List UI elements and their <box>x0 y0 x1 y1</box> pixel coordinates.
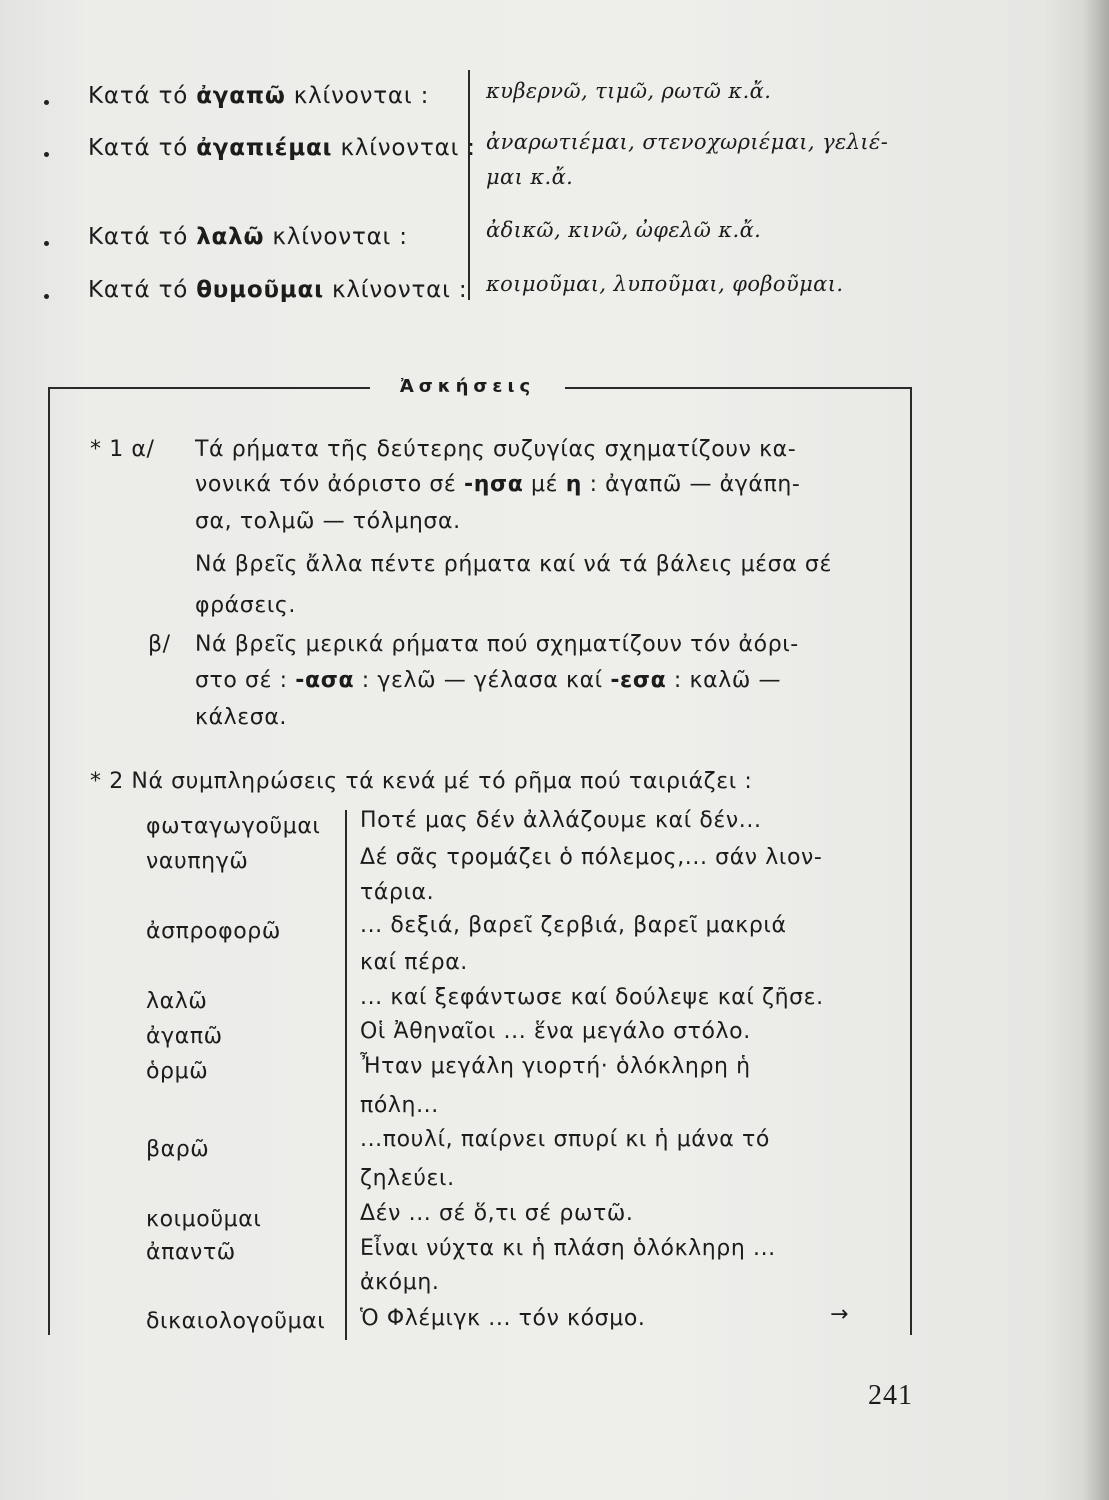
exercise-1a-line: νονικά τόν ἀόριστο σέ -ησα μέ η : ἀγαπῶ — ἀγάπη- <box>195 472 801 497</box>
frame-right <box>910 387 912 1335</box>
frame-top-right <box>565 387 912 389</box>
sentence-line: ἀκόμη. <box>360 1270 440 1295</box>
verb-item: λαλῶ <box>146 989 208 1014</box>
exercise-1a-line: φράσεις. <box>195 593 296 618</box>
exercise-1a-line: Τά ρήματα τῆς δεύτερης συζυγίας σχηματίζουν κα- <box>195 437 797 462</box>
sentence-line: τάρια. <box>360 880 435 905</box>
exercises-title: Ἀσκήσεις <box>399 376 536 397</box>
sentence-line: Οἱ Ἀθηναῖοι ... ἕνα μεγάλο στόλο. <box>360 1019 751 1044</box>
exercise-1a-line: Νά βρεῖς ἄλλα πέντε ρήματα καί νά τά βάλεις μέσα σέ <box>195 552 832 577</box>
sentence-line: ... δεξιά, βαρεῖ ζερβιά, βαρεῖ μακριά <box>360 913 787 938</box>
sentence-line: ζηλεύει. <box>360 1166 455 1191</box>
verb-item: βαρῶ <box>146 1137 210 1162</box>
conjugation-examples-2a: ἀναρωτιέμαι, στενοχωριέμαι, γελιέ- <box>486 130 889 154</box>
sentence-line: καί πέρα. <box>360 950 468 975</box>
verb-item: ἀσπροφορῶ <box>146 919 281 944</box>
exercise-1a-label: * 1 α/ <box>90 437 155 462</box>
bullet <box>44 241 49 246</box>
conjugation-rule-4: Κατά τό θυμοῦμαι κλίνονται : <box>88 277 468 303</box>
verb-item: δικαιολογοῦμαι <box>146 1309 326 1334</box>
conjugation-rule-3: Κατά τό λαλῶ κλίνονται : <box>88 224 408 250</box>
page-number: 241 <box>868 1380 913 1411</box>
page-edge <box>1083 0 1109 1500</box>
verb-item: ναυπηγῶ <box>146 849 249 874</box>
exercise-1b-label: β/ <box>148 632 171 657</box>
conjugation-divider <box>468 70 470 300</box>
sentence-line: Εἶναι νύχτα κι ἡ πλάση ὁλόκληρη ... <box>360 1236 776 1261</box>
verb-item: ἀγαπῶ <box>146 1024 223 1049</box>
frame-left <box>48 387 50 1335</box>
verb-item: ἀπαντῶ <box>146 1240 236 1265</box>
sentence-line: Δέ σᾶς τρομάζει ὁ πόλεμος,... σάν λιον- <box>360 845 823 870</box>
conjugation-examples-1: κυβερνῶ, τιμῶ, ρωτῶ κ.ἄ. <box>486 79 772 103</box>
exercise-2-instruction: * 2 Νά συμπληρώσεις τά κενά μέ τό ρῆμα πού ταιριάζει : <box>90 769 753 794</box>
sentence-line: πόλη... <box>360 1093 439 1118</box>
frame-top-left <box>48 387 370 389</box>
bullet <box>44 294 49 299</box>
conjugation-examples-3: ἀδικῶ, κινῶ, ὠφελῶ κ.ἄ. <box>486 218 762 242</box>
sentence-line: ...πουλί, παίρνει σπυρί κι ἡ μάνα τό <box>360 1127 770 1152</box>
conjugation-examples-2b: μαι κ.ἄ. <box>486 165 574 189</box>
sentence-line: Ποτέ μας δέν ἀλλάζουμε καί δέν... <box>360 808 762 833</box>
exercise-1b-line: στο σέ : -ασα : γελῶ — γέλασα καί -εσα : καλῶ — <box>195 668 782 693</box>
bullet <box>44 152 49 157</box>
verb-item: φωταγωγοῦμαι <box>146 814 321 839</box>
conjugation-rule-2: Κατά τό ἀγαπιέμαι κλίνονται : <box>88 135 476 161</box>
sentence-line: ... καί ξεφάντωσε καί δούλεψε καί ζῆσε. <box>360 985 824 1010</box>
exercise-1b-line: κάλεσα. <box>195 705 288 730</box>
sentence-line: Δέν ... σέ ὅ,τι σέ ρωτῶ. <box>360 1201 634 1226</box>
bullet <box>44 100 49 105</box>
conjugation-rule-1: Κατά τό ἀγαπῶ κλίνονται : <box>88 83 430 109</box>
conjugation-examples-4: κοιμοῦμαι, λυποῦμαι, φοβοῦμαι. <box>486 272 844 296</box>
exercise-1a-line: σα, τολμῶ — τόλμησα. <box>195 509 461 534</box>
sentence-line: Ἦταν μεγάλη γιορτή· ὁλόκληρη ἡ <box>360 1054 751 1079</box>
exercise-1b-line: Νά βρεῖς μερικά ρήματα πού σχηματίζουν τόν ἀόρι- <box>195 632 799 657</box>
sentence-line: Ὁ Φλέμιγκ ... τόν κόσμο. <box>360 1306 646 1331</box>
verb-item: ὁρμῶ <box>146 1059 209 1084</box>
verb-item: κοιμοῦμαι <box>146 1207 262 1232</box>
exercise-2-divider <box>345 810 347 1340</box>
continue-arrow-icon: → <box>830 1302 849 1327</box>
